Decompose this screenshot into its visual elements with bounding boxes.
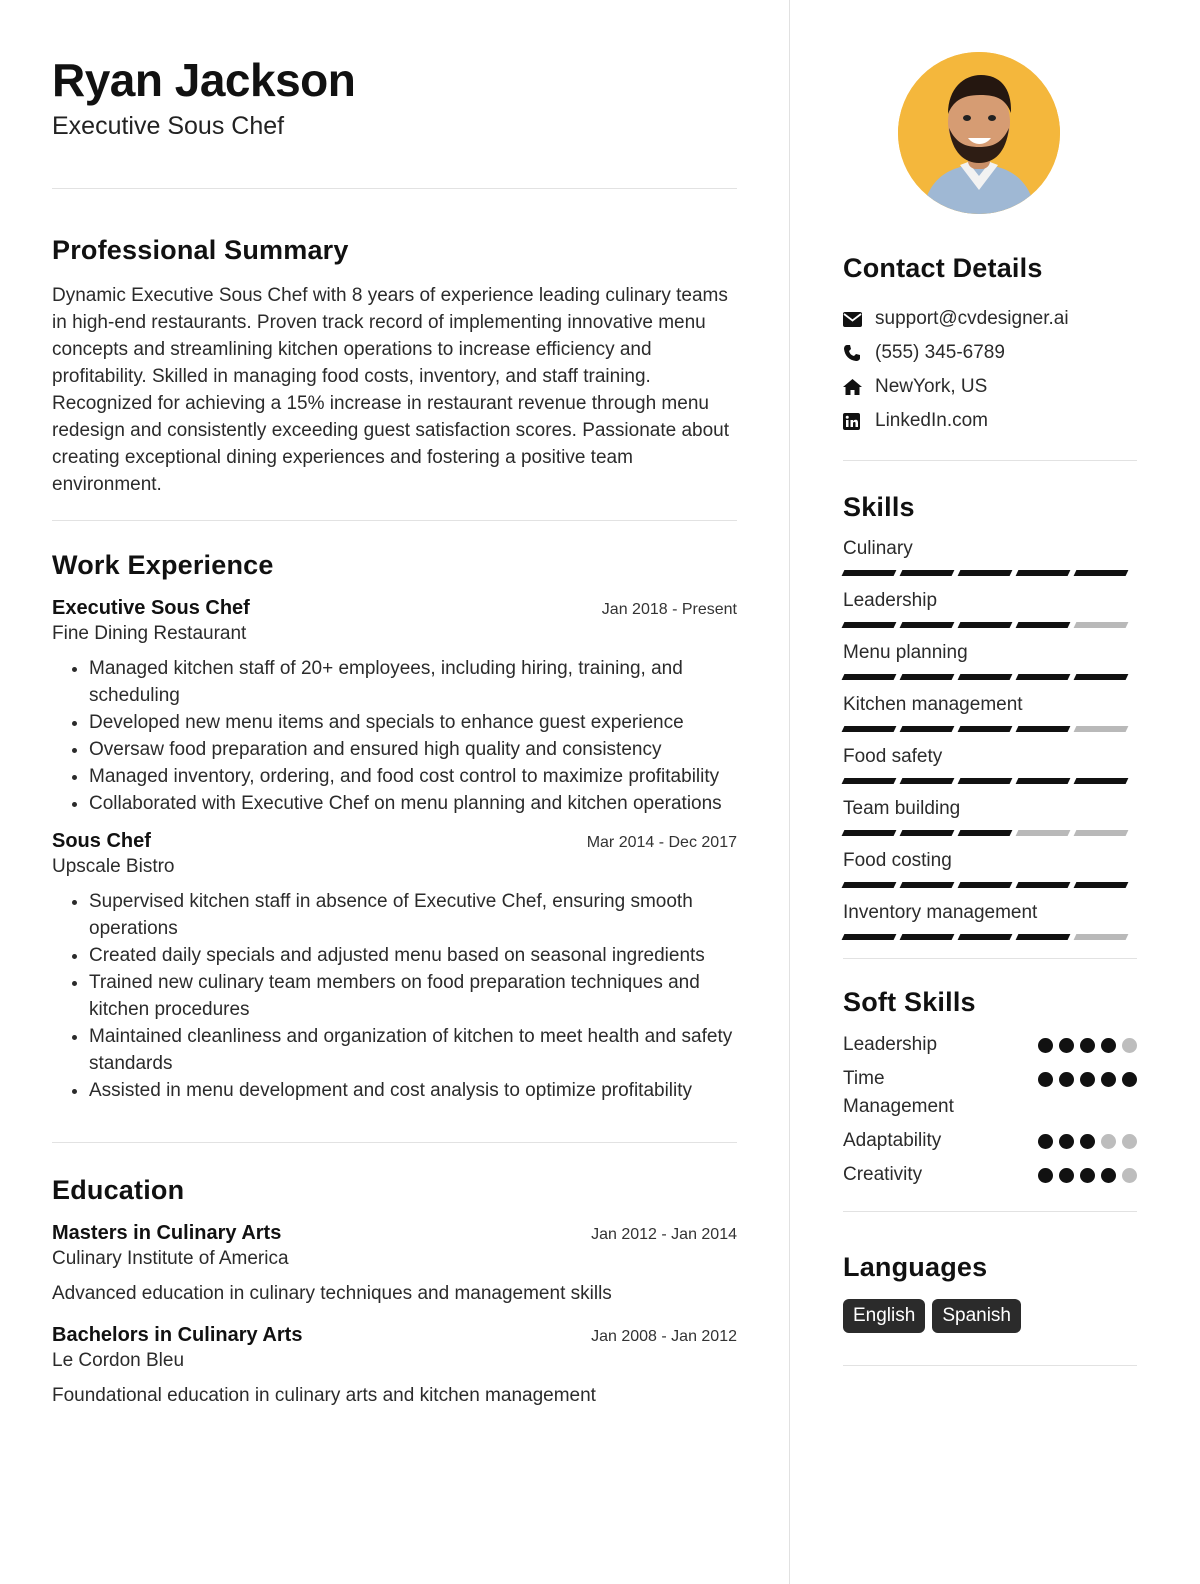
skill-segment-filled	[842, 830, 897, 836]
rating-dot-empty	[1101, 1134, 1116, 1149]
skill-level-bar	[843, 830, 1137, 836]
skill-segment-filled	[958, 830, 1013, 836]
skill-segment-filled	[842, 934, 897, 940]
rating-dot-filled	[1080, 1072, 1095, 1087]
languages-list	[843, 1299, 1137, 1333]
skill-segment-filled	[958, 934, 1013, 940]
skill-name: Food safety	[843, 746, 943, 767]
soft-skills-divider	[843, 1211, 1137, 1212]
list-item: • Collaborated with Executive Chef on menu planning and kitchen operations	[89, 790, 737, 817]
rating-dot-empty	[1122, 1038, 1137, 1053]
list-item: • Created daily specials and adjusted menu based on seasonal ingredients	[89, 942, 737, 969]
list-item: • Managed kitchen staff of 20+ employees, including hiring, training, and scheduling	[89, 655, 737, 709]
candidate-title: Executive Sous Chef	[52, 112, 285, 140]
job-entry	[52, 828, 737, 1104]
soft-skill-item	[843, 1031, 1137, 1059]
list-item: • Assisted in menu development and cost analysis to optimize profitability	[89, 1077, 737, 1104]
contact-linkedin-text: LinkedIn.com	[875, 410, 989, 431]
soft-skill-item	[843, 1161, 1137, 1189]
skill-segment-filled	[842, 778, 897, 784]
candidate-name: Ryan Jackson	[52, 54, 356, 106]
contact-email-text: support@cvdesigner.ai	[875, 308, 1069, 329]
rating-dot-filled	[1122, 1072, 1137, 1087]
skill-segment-empty	[1074, 934, 1129, 940]
header-divider	[52, 188, 737, 189]
avatar	[898, 52, 1060, 214]
skill-segment-empty	[1016, 830, 1071, 836]
experience-heading: Work Experience	[52, 550, 274, 580]
skill-name: Kitchen management	[843, 694, 1023, 715]
skill-level-bar	[843, 934, 1137, 940]
skill-segment-filled	[1016, 882, 1071, 888]
envelope-icon	[843, 312, 875, 327]
skills-section	[843, 491, 1137, 959]
job-bullets	[52, 888, 737, 1104]
rating-dot-filled	[1059, 1072, 1074, 1087]
contact-location-text: NewYork, US	[875, 376, 988, 397]
skill-item	[843, 849, 1137, 888]
avatar-portrait	[898, 52, 1060, 214]
skill-segment-filled	[900, 934, 955, 940]
skill-segment-filled	[1074, 570, 1129, 576]
sidebar	[789, 0, 1200, 1584]
soft-skill-name: Time Management	[843, 1068, 954, 1117]
skill-segment-filled	[900, 674, 955, 680]
soft-skill-rating	[1038, 1065, 1137, 1087]
education-entry	[52, 1220, 737, 1307]
skill-segment-empty	[1074, 726, 1129, 732]
soft-skills-heading: Soft Skills	[843, 987, 976, 1017]
contact-section	[843, 252, 1137, 461]
job-company: Upscale Bistro	[52, 856, 175, 877]
phone-icon	[843, 344, 875, 362]
languages-divider	[843, 1365, 1137, 1366]
soft-skill-name: Creativity	[843, 1164, 923, 1185]
education-section	[52, 1174, 737, 1409]
job-dates: Jan 2018 - Present	[601, 601, 737, 618]
home-icon	[843, 379, 875, 395]
education-description: Advanced education in culinary techniques and management skills	[52, 1283, 612, 1304]
skill-segment-filled	[958, 778, 1013, 784]
skill-name: Culinary	[843, 538, 913, 559]
soft-skill-rating	[1038, 1031, 1137, 1053]
skill-name: Inventory management	[843, 902, 1038, 923]
skill-item	[843, 641, 1137, 680]
skill-segment-filled	[1074, 882, 1129, 888]
skill-segment-filled	[958, 674, 1013, 680]
skill-segment-filled	[842, 726, 897, 732]
soft-skill-item	[843, 1127, 1137, 1155]
skill-segment-filled	[900, 726, 955, 732]
contact-linkedin[interactable]	[843, 404, 1137, 438]
skill-segment-filled	[958, 622, 1013, 628]
rating-dot-filled	[1038, 1072, 1053, 1087]
skill-segment-filled	[1074, 778, 1129, 784]
rating-dot-filled	[1101, 1168, 1116, 1183]
skill-segment-empty	[1074, 622, 1129, 628]
summary-section	[52, 234, 737, 498]
skill-item	[843, 901, 1137, 940]
linkedin-icon	[843, 413, 875, 430]
skill-segment-filled	[1074, 674, 1129, 680]
skill-segment-filled	[900, 570, 955, 576]
list-item: • Developed new menu items and specials to enhance guest experience	[89, 709, 737, 736]
skill-name: Leadership	[843, 590, 938, 611]
list-item: • Managed inventory, ordering, and food cost control to maximize profitability	[89, 763, 737, 790]
rating-dot-filled	[1038, 1134, 1053, 1149]
education-degree: Masters in Culinary Arts	[52, 1222, 282, 1244]
skill-item	[843, 693, 1137, 732]
rating-dot-filled	[1059, 1038, 1074, 1053]
rating-dot-filled	[1080, 1038, 1095, 1053]
languages-heading: Languages	[843, 1252, 988, 1282]
soft-skill-rating	[1038, 1127, 1137, 1149]
experience-divider	[52, 1142, 737, 1143]
rating-dot-filled	[1038, 1168, 1053, 1183]
skill-segment-filled	[842, 570, 897, 576]
education-description: Foundational education in culinary arts and kitchen management	[52, 1385, 596, 1406]
skill-segment-filled	[958, 882, 1013, 888]
rating-dot-empty	[1122, 1134, 1137, 1149]
skill-segment-filled	[1016, 570, 1071, 576]
list-item: • Oversaw food preparation and ensured high quality and consistency	[89, 736, 737, 763]
skill-item	[843, 537, 1137, 576]
skill-segment-filled	[1016, 622, 1071, 628]
skill-segment-filled	[1016, 726, 1071, 732]
language-badge: English	[843, 1299, 925, 1333]
skill-segment-filled	[842, 674, 897, 680]
education-dates: Jan 2012 - Jan 2014	[591, 1226, 737, 1243]
rating-dot-filled	[1059, 1168, 1074, 1183]
summary-text: Dynamic Executive Sous Chef with 8 years of experience leading culinary teams in high-end restaurants. Proven track record of implementing innovative menu concepts and streamlining kitchen operations to increase efficiency and profitability. Skilled in managing food costs, inventory, and staff training. Recognized for achieving a 15% increase in restaurant revenue through menu redesign and consistently exceeding guest satisfaction scores. Passionate about creating exceptional dining experiences and fostering a positive team environment.	[52, 285, 730, 495]
skill-segment-filled	[1016, 934, 1071, 940]
skill-item	[843, 797, 1137, 836]
soft-skills-list	[843, 1031, 1137, 1189]
soft-skill-name: Leadership	[843, 1034, 938, 1055]
job-title: Sous Chef	[52, 830, 151, 852]
contact-email[interactable]	[843, 302, 1137, 336]
skill-level-bar	[843, 674, 1137, 680]
summary-heading: Professional Summary	[52, 235, 349, 265]
skill-name: Team building	[843, 798, 961, 819]
rating-dot-filled	[1080, 1168, 1095, 1183]
skill-name: Food costing	[843, 850, 952, 871]
rating-dot-filled	[1080, 1134, 1095, 1149]
rating-dot-filled	[1059, 1134, 1074, 1149]
skill-level-bar	[843, 622, 1137, 628]
skill-item	[843, 589, 1137, 628]
job-title: Executive Sous Chef	[52, 597, 250, 619]
contact-phone[interactable]	[843, 336, 1137, 370]
job-company: Fine Dining Restaurant	[52, 623, 247, 644]
skill-segment-filled	[900, 778, 955, 784]
rating-dot-filled	[1101, 1038, 1116, 1053]
skill-segment-filled	[958, 726, 1013, 732]
job-entry	[52, 595, 737, 817]
skill-segment-filled	[842, 882, 897, 888]
skill-segment-filled	[900, 882, 955, 888]
skill-segment-filled	[842, 622, 897, 628]
main-column	[52, 52, 737, 1409]
skill-segment-filled	[900, 830, 955, 836]
contact-divider	[843, 460, 1137, 461]
skill-segment-empty	[1074, 830, 1129, 836]
rating-dot-filled	[1038, 1038, 1053, 1053]
skill-level-bar	[843, 778, 1137, 784]
skill-segment-filled	[958, 570, 1013, 576]
list-item: • Trained new culinary team members on food preparation techniques and kitchen procedures	[89, 969, 737, 1023]
job-bullets	[52, 655, 737, 817]
job-dates: Mar 2014 - Dec 2017	[586, 834, 737, 851]
soft-skills-section	[843, 986, 1137, 1212]
soft-skill-rating	[1038, 1161, 1137, 1183]
rating-dot-empty	[1122, 1168, 1137, 1183]
skills-list	[843, 537, 1137, 940]
rating-dot-filled	[1101, 1072, 1116, 1087]
list-item: • Supervised kitchen staff in absence of Executive Chef, ensuring smooth operations	[89, 888, 737, 942]
skill-level-bar	[843, 726, 1137, 732]
education-entry	[52, 1322, 737, 1409]
education-school: Le Cordon Bleu	[52, 1350, 185, 1371]
languages-section	[843, 1251, 1137, 1366]
contact-location	[843, 370, 1137, 404]
skill-name: Menu planning	[843, 642, 968, 663]
skill-level-bar	[843, 882, 1137, 888]
education-dates: Jan 2008 - Jan 2012	[591, 1328, 737, 1345]
education-school: Culinary Institute of America	[52, 1248, 289, 1269]
summary-divider	[52, 520, 737, 521]
language-badge: Spanish	[932, 1299, 1021, 1333]
skill-item	[843, 745, 1137, 784]
skills-heading: Skills	[843, 492, 915, 522]
soft-skill-item	[843, 1065, 1137, 1121]
education-heading: Education	[52, 1175, 185, 1205]
skills-divider	[843, 958, 1137, 959]
skill-level-bar	[843, 570, 1137, 576]
list-item: • Maintained cleanliness and organization of kitchen to meet health and safety standards	[89, 1023, 737, 1077]
skill-segment-filled	[1016, 778, 1071, 784]
skill-segment-filled	[900, 622, 955, 628]
skill-segment-filled	[1016, 674, 1071, 680]
contact-heading: Contact Details	[843, 253, 1043, 283]
soft-skill-name: Adaptability	[843, 1130, 942, 1151]
experience-section	[52, 549, 737, 1104]
education-degree: Bachelors in Culinary Arts	[52, 1324, 303, 1346]
contact-phone-text: (555) 345-6789	[875, 342, 1005, 363]
